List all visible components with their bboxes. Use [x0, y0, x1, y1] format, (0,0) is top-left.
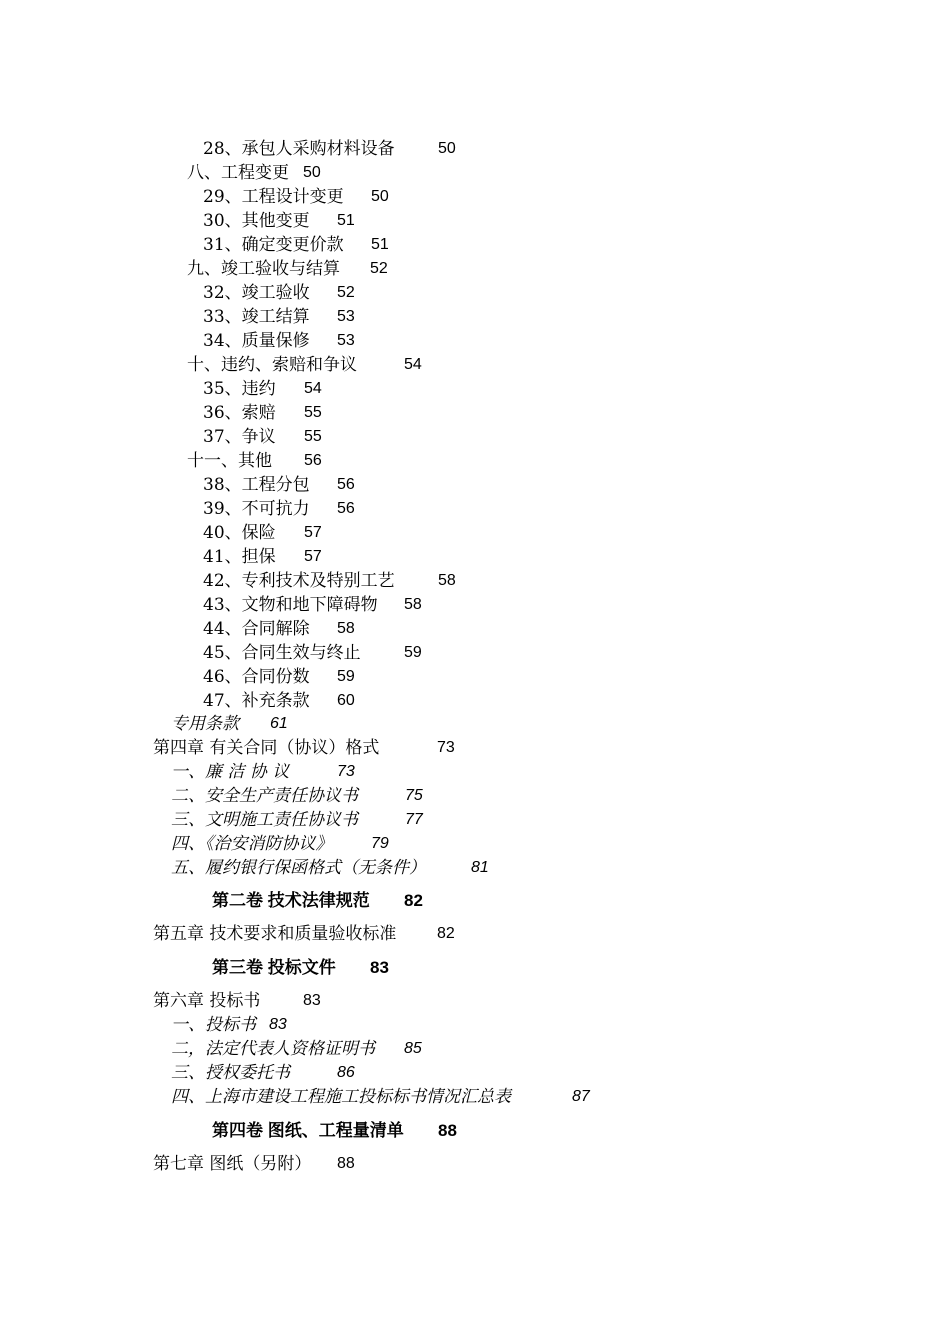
toc-entry-title: 一、廉 洁 协 议: [171, 762, 290, 782]
volume-title: 第二卷 技术法律规范: [212, 891, 370, 910]
toc-entry: [171, 1015, 287, 1035]
toc-entry: [203, 475, 355, 495]
toc-entry: [203, 523, 322, 543]
toc-entry-title: 30、其他变更: [203, 211, 310, 231]
volume-page: 82: [404, 891, 423, 910]
toc-entry-title: 三、文明施工责任协议书: [171, 810, 358, 830]
toc-chapter: [153, 738, 455, 758]
toc-entry: [203, 235, 389, 255]
toc-entry-page: 51: [371, 236, 389, 253]
toc-entry-page: 73: [437, 739, 455, 756]
toc-entry: [171, 762, 355, 782]
toc-entry: [203, 403, 322, 423]
toc-entry-title: 35、违约: [203, 379, 276, 399]
toc-entry-title: 三、授权委托书: [171, 1063, 290, 1083]
toc-entry-page: 58: [337, 620, 355, 637]
toc-entry-title: 32、竣工验收: [203, 283, 310, 303]
toc-entry-page: 54: [404, 356, 422, 373]
toc-entry-title: 43、文物和地下障碍物: [203, 595, 378, 615]
toc-entry-title: 40、保险: [203, 523, 276, 543]
toc-entry-title: 第六章 投标书: [153, 991, 261, 1011]
toc-entry: [171, 1039, 422, 1059]
toc-entry: [203, 619, 355, 639]
toc-entry-page: 52: [337, 284, 355, 301]
toc-entry-title: 38、工程分包: [203, 475, 310, 495]
volume-page: 83: [370, 958, 389, 977]
toc-entry-page: 59: [404, 644, 422, 661]
toc-entry-page: 83: [303, 992, 321, 1009]
toc-entry-page: 83: [269, 1016, 287, 1033]
toc-entry: [203, 547, 322, 567]
toc-entry: [203, 571, 456, 591]
toc-entry: [203, 667, 355, 687]
toc-entry-page: 52: [370, 260, 388, 277]
toc-entry-page: 86: [337, 1064, 355, 1081]
toc-entry-title: 42、专利技术及特别工艺: [203, 571, 395, 591]
volume-title: 第四卷 图纸、工程量清单: [212, 1121, 404, 1140]
toc-entry-title: 46、合同份数: [203, 667, 310, 687]
volume-heading: [212, 891, 423, 911]
toc-entry: [203, 211, 355, 231]
toc-entry-page: 50: [371, 188, 389, 205]
toc-entry: [171, 1063, 355, 1083]
toc-entry-page: 58: [404, 596, 422, 613]
toc-entry-title: 第七章 图纸（另附）: [153, 1154, 312, 1174]
toc-entry-title: 第五章 技术要求和质量验收标准: [153, 924, 397, 944]
toc-chapter: [153, 1154, 355, 1174]
toc-entry-title: 34、质量保修: [203, 331, 310, 351]
toc-entry: [171, 714, 288, 734]
toc-entry-title: 专用条款: [171, 714, 239, 734]
toc-entry-title: 二、安全生产责任协议书: [171, 786, 358, 806]
toc-entry-page: 77: [405, 811, 423, 828]
toc-entry-page: 59: [337, 668, 355, 685]
toc-entry-page: 82: [437, 925, 455, 942]
toc-chapter: [153, 924, 455, 944]
toc-entry: [171, 1087, 590, 1107]
toc-entry-page: 54: [304, 380, 322, 397]
toc-entry-page: 53: [337, 308, 355, 325]
toc-entry-page: 79: [371, 835, 389, 852]
toc-entry-title: 47、补充条款: [203, 691, 310, 711]
toc-entry: [203, 307, 355, 327]
volume-title: 第三卷 投标文件: [212, 958, 336, 977]
toc-entry: [203, 427, 322, 447]
toc-entry-title: 33、竣工结算: [203, 307, 310, 327]
toc-entry: [203, 691, 355, 711]
toc-entry-page: 56: [304, 452, 322, 469]
toc-entry-page: 50: [438, 140, 456, 157]
toc-entry: [203, 139, 456, 159]
toc-entry-page: 61: [270, 715, 288, 732]
toc-entry-title: 四、上海市建设工程施工投标标书情况汇总表: [171, 1087, 511, 1107]
toc-chapter: [153, 991, 321, 1011]
toc-entry-title: 第四章 有关合同（协议）格式: [153, 738, 380, 758]
toc-entry-title: 28、承包人采购材料设备: [203, 139, 395, 159]
toc-entry: [203, 187, 389, 207]
toc-entry-title: 十一、其他: [187, 451, 272, 471]
toc-entry-title: 37、争议: [203, 427, 276, 447]
toc-entry: [203, 595, 422, 615]
toc-entry-page: 55: [304, 428, 322, 445]
toc-entry-page: 55: [304, 404, 322, 421]
toc-entry-page: 81: [471, 859, 489, 876]
toc-entry: [171, 786, 423, 806]
toc-entry-page: 56: [337, 500, 355, 517]
toc-entry-title: 29、工程设计变更: [203, 187, 344, 207]
toc-entry-page: 87: [572, 1088, 590, 1105]
toc-entry-page: 85: [404, 1040, 422, 1057]
toc-entry: [203, 283, 355, 303]
toc-entry: [187, 451, 322, 471]
toc-entry: [203, 379, 322, 399]
toc-entry-page: 56: [337, 476, 355, 493]
toc-entry-title: 二，法定代表人资格证明书: [171, 1039, 375, 1059]
toc-entry: [187, 163, 321, 183]
toc-entry: [171, 834, 389, 854]
toc-entry-title: 36、索赔: [203, 403, 276, 423]
toc-entry-title: 五、履约银行保函格式（无条件）: [171, 858, 426, 878]
toc-entry-page: 88: [337, 1155, 355, 1172]
volume-page: 88: [438, 1121, 457, 1140]
toc-entry: [187, 355, 422, 375]
toc-entry-page: 57: [304, 524, 322, 541]
toc-entry-title: 十、违约、索赔和争议: [187, 355, 357, 375]
toc-entry-title: 一、投标书: [171, 1015, 256, 1035]
toc-entry-title: 31、确定变更价款: [203, 235, 344, 255]
toc-entry: [187, 259, 388, 279]
toc-entry-page: 60: [337, 692, 355, 709]
toc-entry: [203, 499, 355, 519]
toc-entry-title: 九、竣工验收与结算: [187, 259, 340, 279]
toc-entry-title: 45、合同生效与终止: [203, 643, 361, 663]
toc-entry-title: 四、《治安消防协议》: [171, 834, 333, 854]
toc-entry: [171, 858, 489, 878]
toc-entry: [203, 331, 355, 351]
toc-entry: [203, 643, 422, 663]
toc-entry-page: 58: [438, 572, 456, 589]
toc-entry-page: 53: [337, 332, 355, 349]
toc-entry-page: 50: [303, 164, 321, 181]
toc-entry-page: 57: [304, 548, 322, 565]
toc-entry: [171, 810, 423, 830]
volume-heading: [212, 958, 389, 978]
toc-entry-title: 八、工程变更: [187, 163, 289, 183]
toc-entry-title: 39、不可抗力: [203, 499, 310, 519]
toc-entry-title: 41、担保: [203, 547, 276, 567]
volume-heading: [212, 1121, 457, 1141]
toc-entry-page: 75: [405, 787, 423, 804]
toc-entry-page: 51: [337, 212, 355, 229]
toc-entry-title: 44、合同解除: [203, 619, 310, 639]
toc-entry-page: 73: [337, 763, 355, 780]
